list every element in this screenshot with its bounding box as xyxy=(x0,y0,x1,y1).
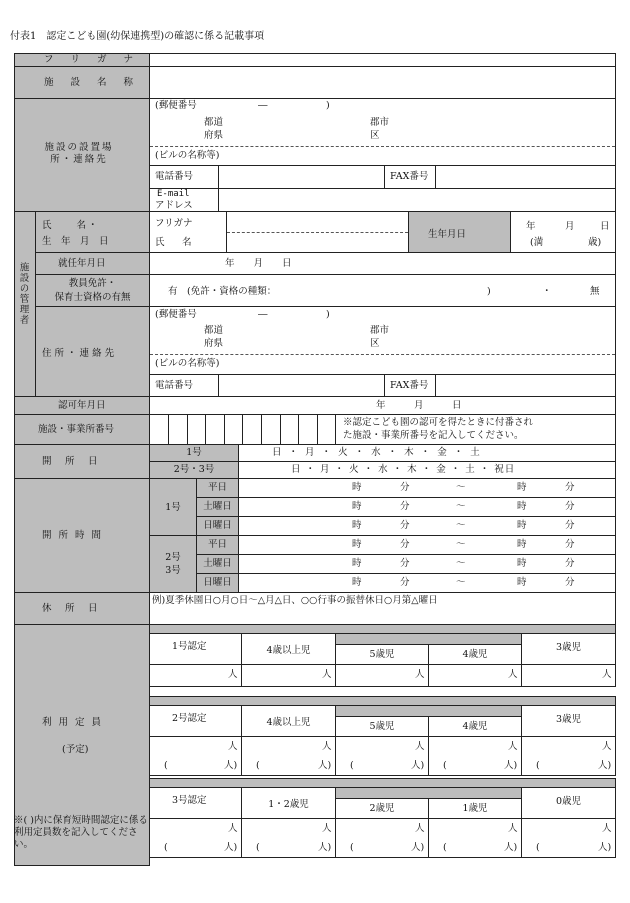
capacity-paren-open: ( xyxy=(536,760,540,771)
license-label-1: 教員免許・ xyxy=(68,278,117,289)
capacity-paren-nin: 人) xyxy=(411,760,425,771)
capacity-nin: 人 xyxy=(508,669,518,680)
capacity-paren-open: ( xyxy=(164,842,168,853)
manager-shimei-label: 氏 名 xyxy=(155,237,196,248)
facility-tel-label: 電話番号 xyxy=(155,171,194,182)
capacity-group-label: 1号認定 xyxy=(172,641,207,652)
birth-nen: 年 xyxy=(526,221,536,232)
capacity-col-label: 3歳児 xyxy=(555,642,582,653)
facility-address-word: アドレス xyxy=(155,200,193,211)
hour-from-ji: 時 xyxy=(352,539,362,550)
manager-furigana-label: フリガナ xyxy=(155,218,193,229)
open-hours-day-label: 日曜日 xyxy=(203,520,232,531)
capacity-paren-nin: 人) xyxy=(411,842,425,853)
capacity-nin: 人 xyxy=(228,823,238,834)
open-hours-1go-label: 1号 xyxy=(165,502,181,513)
open-hours-3go-label: 3号 xyxy=(165,565,181,576)
hour-to-ji: 時 xyxy=(517,501,527,512)
facility-number-digit-box[interactable] xyxy=(187,415,206,444)
facility-fax-field[interactable] xyxy=(436,165,615,188)
capacity-nin: 人 xyxy=(228,669,238,680)
facility-address-label: 施設の設置場所・連絡先 xyxy=(44,142,114,165)
manager-tel-field[interactable] xyxy=(219,375,384,396)
facility-number-digit-box[interactable] xyxy=(262,415,281,444)
hour-from-fun: 分 xyxy=(400,520,410,531)
license-date-value: 年 月 日 xyxy=(376,400,462,411)
capacity-paren-nin: 人) xyxy=(318,842,332,853)
hour-to-ji: 時 xyxy=(517,558,527,569)
capacity-paren-open: ( xyxy=(536,842,540,853)
hour-from-fun: 分 xyxy=(400,558,410,569)
manager-fax-label: FAX番号 xyxy=(390,380,429,391)
facility-number-digit-box[interactable] xyxy=(206,415,225,444)
open-hours-23go-cell xyxy=(149,535,197,593)
capacity-nin: 人 xyxy=(322,669,332,680)
facility-number-note-1: ※認定こども園の認可を得たときに付番され xyxy=(343,417,534,428)
form-title: 付表1 認定こども園(幼保連携型)の確認に係る記載事項 xyxy=(10,31,265,42)
capacity-nin: 人 xyxy=(602,741,612,752)
open-days-23go-value: 日 ・ 月 ・ 火 ・ 水 ・ 木 ・ 金 ・ 土 ・ 祝日 xyxy=(291,464,516,475)
capacity-nin: 人 xyxy=(415,669,425,680)
capacity-paren-open: ( xyxy=(164,760,168,771)
manager-todo: 都道 xyxy=(204,325,224,336)
manager-address-label: 住 所 ・ 連 絡 先 xyxy=(42,348,115,359)
capacity-nin: 人 xyxy=(228,741,238,752)
hour-to-fun: 分 xyxy=(565,577,575,588)
capacity-col-label: 4歳以上児 xyxy=(266,645,311,656)
facility-number-digit-box[interactable] xyxy=(169,415,188,444)
capacity-paren-nin: 人) xyxy=(224,842,238,853)
hour-to-fun: 分 xyxy=(565,482,575,493)
capacity-planned: (予定) xyxy=(62,744,89,755)
manager-fuken: 府県 xyxy=(204,338,224,349)
facility-postal-close: ) xyxy=(326,100,330,111)
license-label-2: 保育士資格の有無 xyxy=(54,292,131,303)
capacity-paren-nin: 人) xyxy=(318,760,332,771)
capacity-nin: 人 xyxy=(508,823,518,834)
facility-fax-label: FAX番号 xyxy=(390,171,429,182)
facility-number-note-2: た施設・事業所番号を記入してください。 xyxy=(343,430,524,441)
manager-postal-dash: ― xyxy=(258,309,268,320)
capacity-nin: 人 xyxy=(602,823,612,834)
open-hours-day-label: 日曜日 xyxy=(203,577,232,588)
capacity-nin: 人 xyxy=(415,823,425,834)
hour-to-ji: 時 xyxy=(517,577,527,588)
facility-postal-dash: ― xyxy=(258,100,268,111)
capacity-paren-open: ( xyxy=(443,842,447,853)
facility-building-label: (ビルの名称等) xyxy=(155,150,220,161)
facility-name-label: 施 設 名 称 xyxy=(44,77,141,88)
capacity-group-label: 2号認定 xyxy=(172,713,207,724)
capacity-paren-open: ( xyxy=(350,760,354,771)
open-hours-row-field[interactable] xyxy=(238,535,616,555)
facility-number-digit-box[interactable] xyxy=(280,415,299,444)
open-hours-row-field[interactable] xyxy=(238,516,616,536)
capacity-paren-nin: 人) xyxy=(598,842,612,853)
capacity-paren-open: ( xyxy=(350,842,354,853)
hour-from-ji: 時 xyxy=(352,577,362,588)
capacity-paren-nin: 人) xyxy=(224,760,238,771)
open-days-1go-label: 1号 xyxy=(186,447,202,458)
capacity-label: 利 用 定 員 xyxy=(42,717,104,728)
manager-name-field[interactable] xyxy=(227,212,408,252)
capacity-nin: 人 xyxy=(508,741,518,752)
hour-from-fun: 分 xyxy=(400,577,410,588)
manager-ku: 区 xyxy=(370,338,380,349)
open-hours-label: 開 所 時 間 xyxy=(42,530,104,541)
capacity-paren-open: ( xyxy=(256,760,260,771)
capacity-paren-nin: 人) xyxy=(504,842,518,853)
capacity-nin: 人 xyxy=(322,823,332,834)
capacity-col-label: 1・2歳児 xyxy=(268,799,309,810)
manager-start-value: 年 月 日 xyxy=(225,258,292,269)
facility-number-digit-box[interactable] xyxy=(150,415,169,444)
license-close: ) xyxy=(487,286,491,297)
furigana-label: フ リ ガ ナ xyxy=(44,54,141,65)
hour-from-ji: 時 xyxy=(352,482,362,493)
hour-to-fun: 分 xyxy=(565,558,575,569)
facility-postal-label: (郵便番号 xyxy=(155,100,197,111)
hour-to-ji: 時 xyxy=(517,482,527,493)
manager-postal-close: ) xyxy=(326,309,330,320)
capacity-col-label: 4歳児 xyxy=(462,721,488,732)
facility-number-digit-box[interactable] xyxy=(299,415,318,444)
birth-nichi: 日 xyxy=(600,221,610,232)
closed-label: 休 所 日 xyxy=(42,603,100,614)
hour-from-ji: 時 xyxy=(352,501,362,512)
capacity-group-label: 3号認定 xyxy=(172,795,207,806)
hour-tilde: ～ xyxy=(456,520,466,531)
capacity-nin: 人 xyxy=(602,669,612,680)
facility-email-label: E-mail xyxy=(157,189,190,199)
birth-sai: 歳) xyxy=(588,237,602,248)
facility-fuken: 府県 xyxy=(204,130,224,141)
manager-dob-label: 生 年 月 日 xyxy=(42,236,109,247)
hour-to-fun: 分 xyxy=(565,539,575,550)
birth-gatsu: 月 xyxy=(565,221,575,232)
capacity-paren-nin: 人) xyxy=(504,760,518,771)
manager-postal-label: (郵便番号 xyxy=(155,309,197,320)
capacity-col-label: 4歳以上児 xyxy=(266,717,311,728)
facility-email-field[interactable] xyxy=(219,189,615,211)
capacity-nin: 人 xyxy=(415,741,425,752)
facility-gunshi: 郡市 xyxy=(370,117,390,128)
capacity-col-label: 2歳児 xyxy=(369,803,395,814)
capacity-col-label: 5歳児 xyxy=(369,649,395,660)
hour-to-fun: 分 xyxy=(565,501,575,512)
manager-birth-label: 生年月日 xyxy=(428,229,467,240)
open-hours-row-field[interactable] xyxy=(238,497,616,517)
open-hours-row-field[interactable] xyxy=(238,573,616,593)
manager-tel-label: 電話番号 xyxy=(155,380,194,391)
capacity-nin: 人 xyxy=(322,741,332,752)
open-days-1go-value: 日 ・ 月 ・ 火 ・ 水 ・ 木 ・ 金 ・ 土 xyxy=(272,447,482,458)
open-days-label: 開 所 日 xyxy=(42,456,100,467)
hour-to-ji: 時 xyxy=(517,539,527,550)
open-days-23go-label: 2号・3号 xyxy=(173,464,215,475)
birth-mitsuru: (満 xyxy=(530,237,544,248)
manager-name-label: 氏 名・ xyxy=(42,220,100,231)
open-hours-day-label: 平日 xyxy=(207,482,227,493)
hour-from-fun: 分 xyxy=(400,501,410,512)
manager-fax-field[interactable] xyxy=(436,375,615,396)
open-hours-row-field[interactable] xyxy=(238,554,616,574)
open-hours-day-label: 土曜日 xyxy=(203,558,232,569)
open-hours-2go-label: 2号 xyxy=(165,552,181,563)
manager-gunshi: 郡市 xyxy=(370,325,390,336)
facility-todo: 都道 xyxy=(204,117,224,128)
closed-example: 例)夏季休園日○月○日～△月△日、○○行事の振替休日○月第△曜日 xyxy=(152,595,438,606)
hour-tilde: ～ xyxy=(456,501,466,512)
manager-building-label: (ビルの名称等) xyxy=(155,358,220,369)
capacity-col-label: 4歳児 xyxy=(462,649,488,660)
open-hours-day-label: 土曜日 xyxy=(203,501,232,512)
facility-number-digit-box[interactable] xyxy=(317,415,336,444)
manager-section-label: 施設の管理者 xyxy=(17,262,29,325)
facility-tel-field[interactable] xyxy=(218,165,384,188)
capacity-col-label: 3歳児 xyxy=(555,714,582,725)
license-value: 有 (免許・資格の種類： xyxy=(168,286,277,297)
facility-name-field[interactable] xyxy=(149,66,616,99)
hour-from-ji: 時 xyxy=(352,558,362,569)
capacity-paren-open: ( xyxy=(443,760,447,771)
facility-ku: 区 xyxy=(370,130,380,141)
license-date-label: 認可年月日 xyxy=(58,400,106,411)
facility-number-digit-box[interactable] xyxy=(224,415,243,444)
license-dot: ・ xyxy=(542,286,552,297)
hour-tilde: ～ xyxy=(456,482,466,493)
hour-to-fun: 分 xyxy=(565,520,575,531)
capacity-paren-nin: 人) xyxy=(598,760,612,771)
manager-start-field[interactable] xyxy=(149,252,616,275)
open-hours-day-label: 平日 xyxy=(207,539,227,550)
open-hours-row-field[interactable] xyxy=(238,478,616,498)
hour-from-fun: 分 xyxy=(400,482,410,493)
facility-number-digit-box[interactable] xyxy=(243,415,262,444)
manager-start-label: 就任年月日 xyxy=(58,258,106,269)
capacity-note: ※( )内に保育短時間認定に係る利用定員数を記入してください。 xyxy=(14,815,148,850)
facility-furigana-field[interactable] xyxy=(149,53,616,67)
capacity-col-label: 5歳児 xyxy=(369,721,395,732)
license-nashi: 無 xyxy=(590,286,600,297)
facility-number-label: 施設・事業所番号 xyxy=(38,424,115,435)
capacity-paren-open: ( xyxy=(256,842,260,853)
hour-tilde: ～ xyxy=(456,577,466,588)
hour-tilde: ～ xyxy=(456,539,466,550)
capacity-col-label: 1歳児 xyxy=(462,803,488,814)
hour-from-fun: 分 xyxy=(400,539,410,550)
hour-to-ji: 時 xyxy=(517,520,527,531)
hour-from-ji: 時 xyxy=(352,520,362,531)
capacity-col-label: 0歳児 xyxy=(555,796,582,807)
hour-tilde: ～ xyxy=(456,558,466,569)
